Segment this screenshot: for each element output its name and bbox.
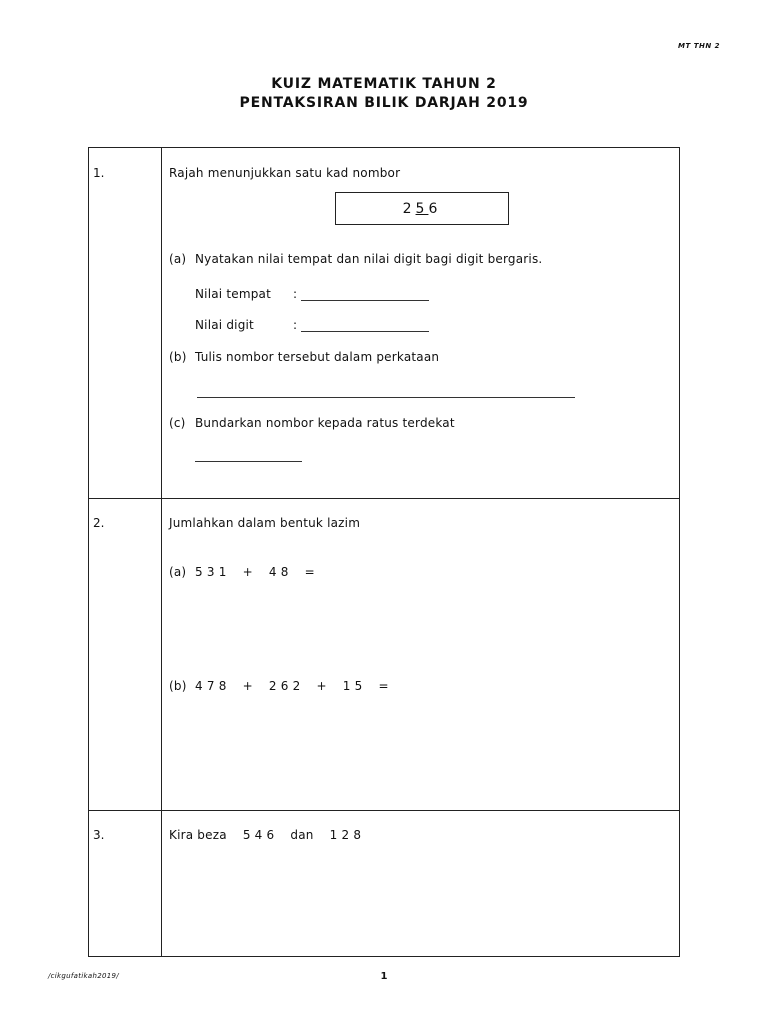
question-2a-expression: 5 3 1 + 4 8 = <box>195 565 315 579</box>
place-value-answer-line[interactable] <box>301 300 429 301</box>
quiz-subtitle: PENTAKSIRAN BILIK DARJAH 2019 <box>239 95 529 111</box>
author-credit: /cikgufatikah2019/ <box>48 972 119 980</box>
question-1a-label: (a) <box>169 252 187 266</box>
question-table <box>88 147 680 957</box>
question-1c-label: (c) <box>169 416 186 430</box>
quiz-title: KUIZ MATEMATIK TAHUN 2 <box>271 76 497 92</box>
question-2b-label: (b) <box>169 679 187 693</box>
card-digit-3: 6 <box>428 200 442 217</box>
card-digit-underlined: 5 <box>415 200 429 217</box>
column-divider <box>161 148 162 956</box>
question-1b-label: (b) <box>169 350 187 364</box>
digit-value-label: Nilai digit <box>195 318 254 332</box>
row-divider-2 <box>89 810 679 811</box>
question-2-prompt: Jumlahkan dalam bentuk lazim <box>169 516 361 530</box>
question-1-number: 1. <box>93 166 105 180</box>
question-1a-text: Nyatakan nilai tempat dan nilai digit bagi digit bergaris. <box>195 252 543 266</box>
question-3-number: 3. <box>93 828 105 842</box>
page-number: 1 <box>380 971 388 982</box>
row-divider-1 <box>89 498 679 499</box>
question-1b-text: Tulis nombor tersebut dalam perkataan <box>195 350 440 364</box>
question-3-prompt: Kira beza 5 4 6 dan 1 2 8 <box>169 828 362 842</box>
question-1c-text: Bundarkan nombor kepada ratus terdekat <box>195 416 455 430</box>
question-2-number: 2. <box>93 516 105 530</box>
document-code: MT THN 2 <box>678 42 720 50</box>
place-value-label: Nilai tempat <box>195 287 271 301</box>
question-1-prompt: Rajah menunjukkan satu kad nombor <box>169 166 401 180</box>
question-2b-expression: 4 7 8 + 2 6 2 + 1 5 = <box>195 679 389 693</box>
card-digit-1: 2 <box>402 200 416 217</box>
question-2a-label: (a) <box>169 565 187 579</box>
rounding-answer-line[interactable] <box>195 461 302 462</box>
words-answer-line[interactable] <box>197 397 575 398</box>
digit-value-colon: : <box>293 318 298 332</box>
digit-value-answer-line[interactable] <box>301 331 429 332</box>
number-card <box>335 192 509 225</box>
place-value-colon: : <box>293 287 298 301</box>
